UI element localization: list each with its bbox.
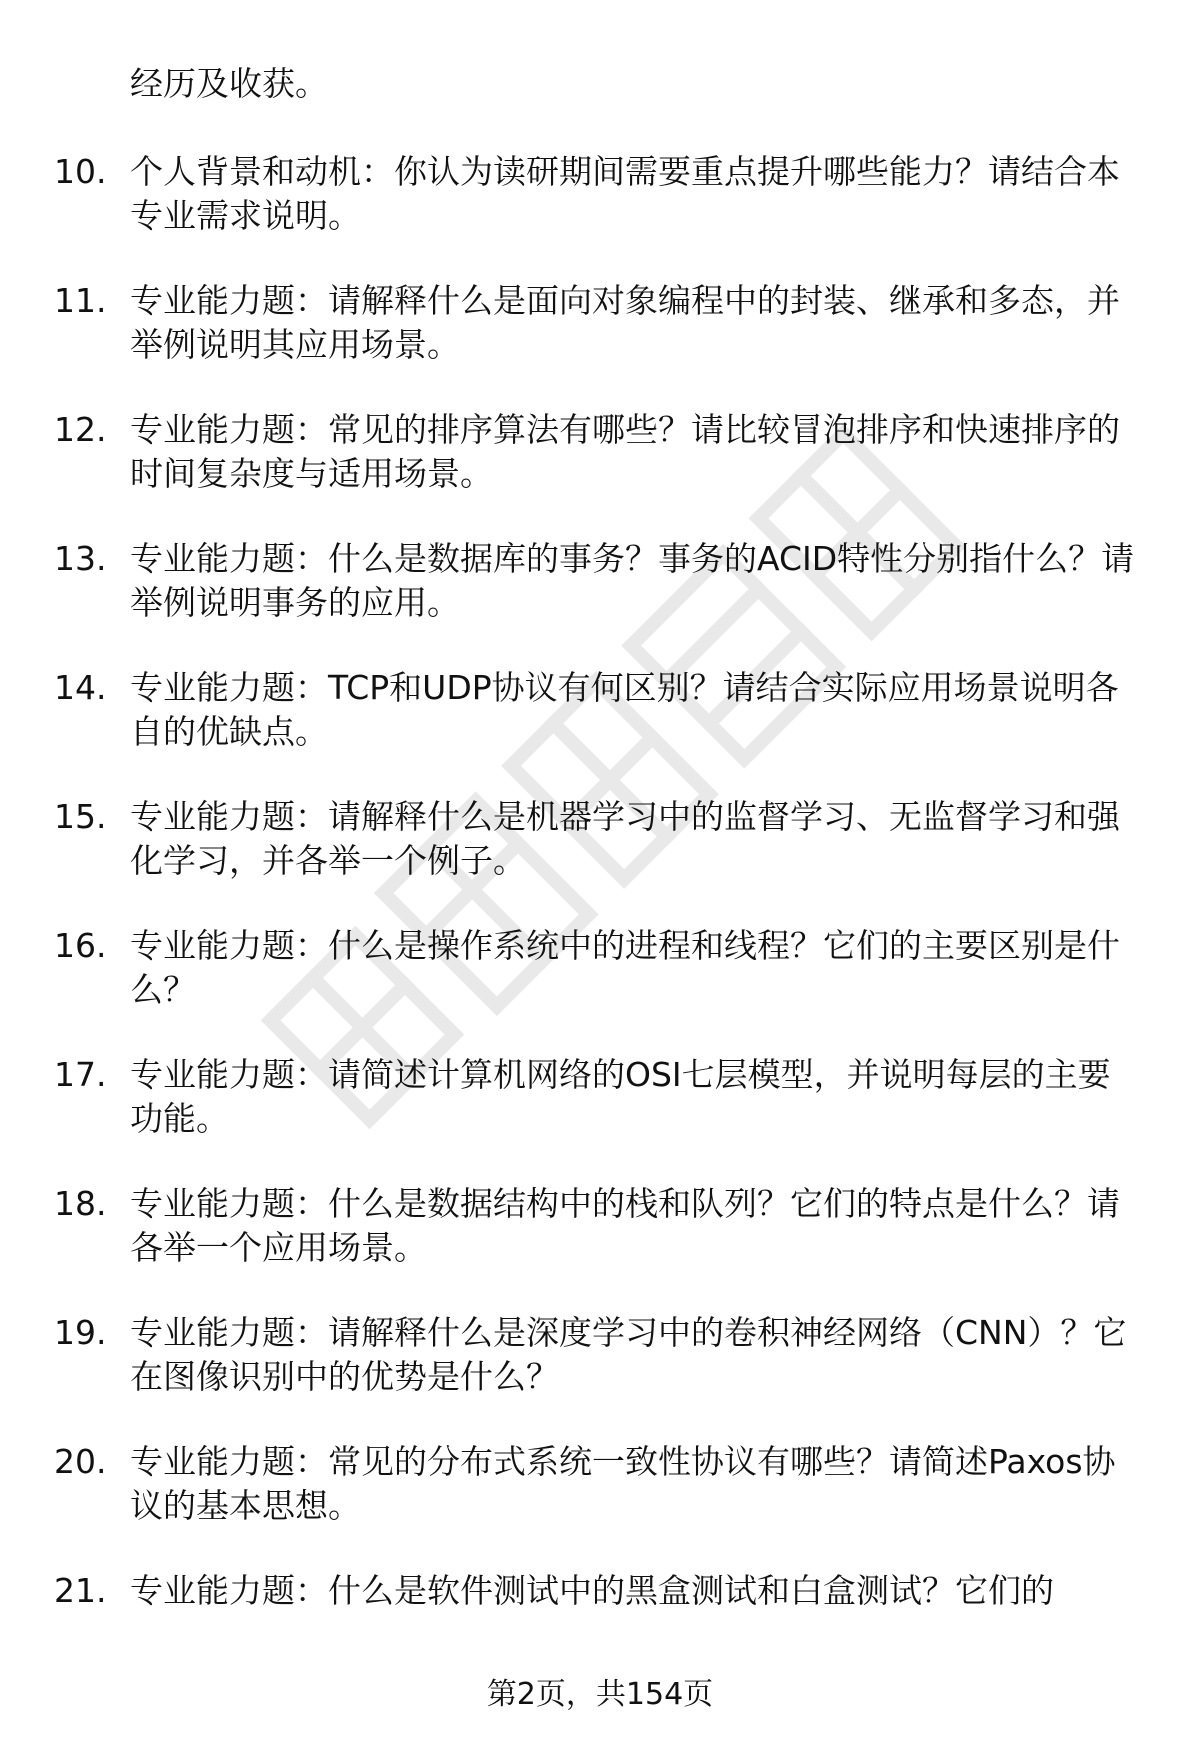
question-number: 18. <box>54 1184 107 1223</box>
question-item <box>0 1053 1200 1182</box>
question-text: 专业能力题：请解释什么是深度学习中的卷积神经网络（CNN）？它在图像识别中的优势是什么？ <box>130 1313 1127 1396</box>
question-text: 专业能力题：什么是软件测试中的黑盒测试和白盒测试？它们的 <box>130 1571 1054 1610</box>
page-footer: 第2页，共154页 <box>486 1677 714 1712</box>
question-number: 10. <box>54 152 107 191</box>
question-item <box>0 1182 1200 1311</box>
question-text: 专业能力题：TCP和UDP协议有何区别？请结合实际应用场景说明各自的优缺点。 <box>130 668 1119 751</box>
question-item <box>0 666 1200 795</box>
question-item <box>0 795 1200 924</box>
question-text: 专业能力题：什么是数据结构中的栈和队列？它们的特点是什么？请各举一个应用场景。 <box>130 1184 1120 1267</box>
question-text: 专业能力题：什么是操作系统中的进程和线程？它们的主要区别是什么？ <box>130 926 1120 1009</box>
question-text: 个人背景和动机：你认为读研期间需要重点提升哪些能力？请结合本专业需求说明。 <box>130 152 1120 235</box>
question-item <box>0 408 1200 537</box>
question-text: 专业能力题：请解释什么是机器学习中的监督学习、无监督学习和强化学习，并各举一个例子。 <box>130 797 1120 880</box>
question-number: 15. <box>54 797 107 836</box>
question-number: 17. <box>54 1055 107 1094</box>
question-item <box>0 537 1200 666</box>
question-item <box>0 924 1200 1053</box>
question-number: 20. <box>54 1442 107 1481</box>
question-number: 11. <box>54 281 107 320</box>
question-item <box>0 150 1200 279</box>
question-number: 14. <box>54 668 107 707</box>
question-number: 13. <box>54 539 107 578</box>
question-text: 专业能力题：常见的排序算法有哪些？请比较冒泡排序和快速排序的时间复杂度与适用场景。 <box>130 410 1120 493</box>
question-list <box>0 150 1200 1698</box>
question-number: 12. <box>54 410 107 449</box>
question-item <box>0 1440 1200 1569</box>
question-text: 专业能力题：请解释什么是面向对象编程中的封装、继承和多态，并举例说明其应用场景。 <box>130 281 1120 364</box>
question-number: 21. <box>54 1571 107 1610</box>
question-text: 专业能力题：常见的分布式系统一致性协议有哪些？请简述Paxos协议的基本思想。 <box>130 1442 1116 1525</box>
question-number: 19. <box>54 1313 107 1352</box>
question-text: 专业能力题：什么是数据库的事务？事务的ACID特性分别指什么？请举例说明事务的应用。 <box>130 539 1135 622</box>
question-number: 16. <box>54 926 107 965</box>
question-item <box>0 1311 1200 1440</box>
continuation-text: 经历及收获。 <box>130 64 328 103</box>
question-item <box>0 279 1200 408</box>
question-text: 专业能力题：请简述计算机网络的OSI七层模型，并说明每层的主要功能。 <box>130 1055 1111 1138</box>
